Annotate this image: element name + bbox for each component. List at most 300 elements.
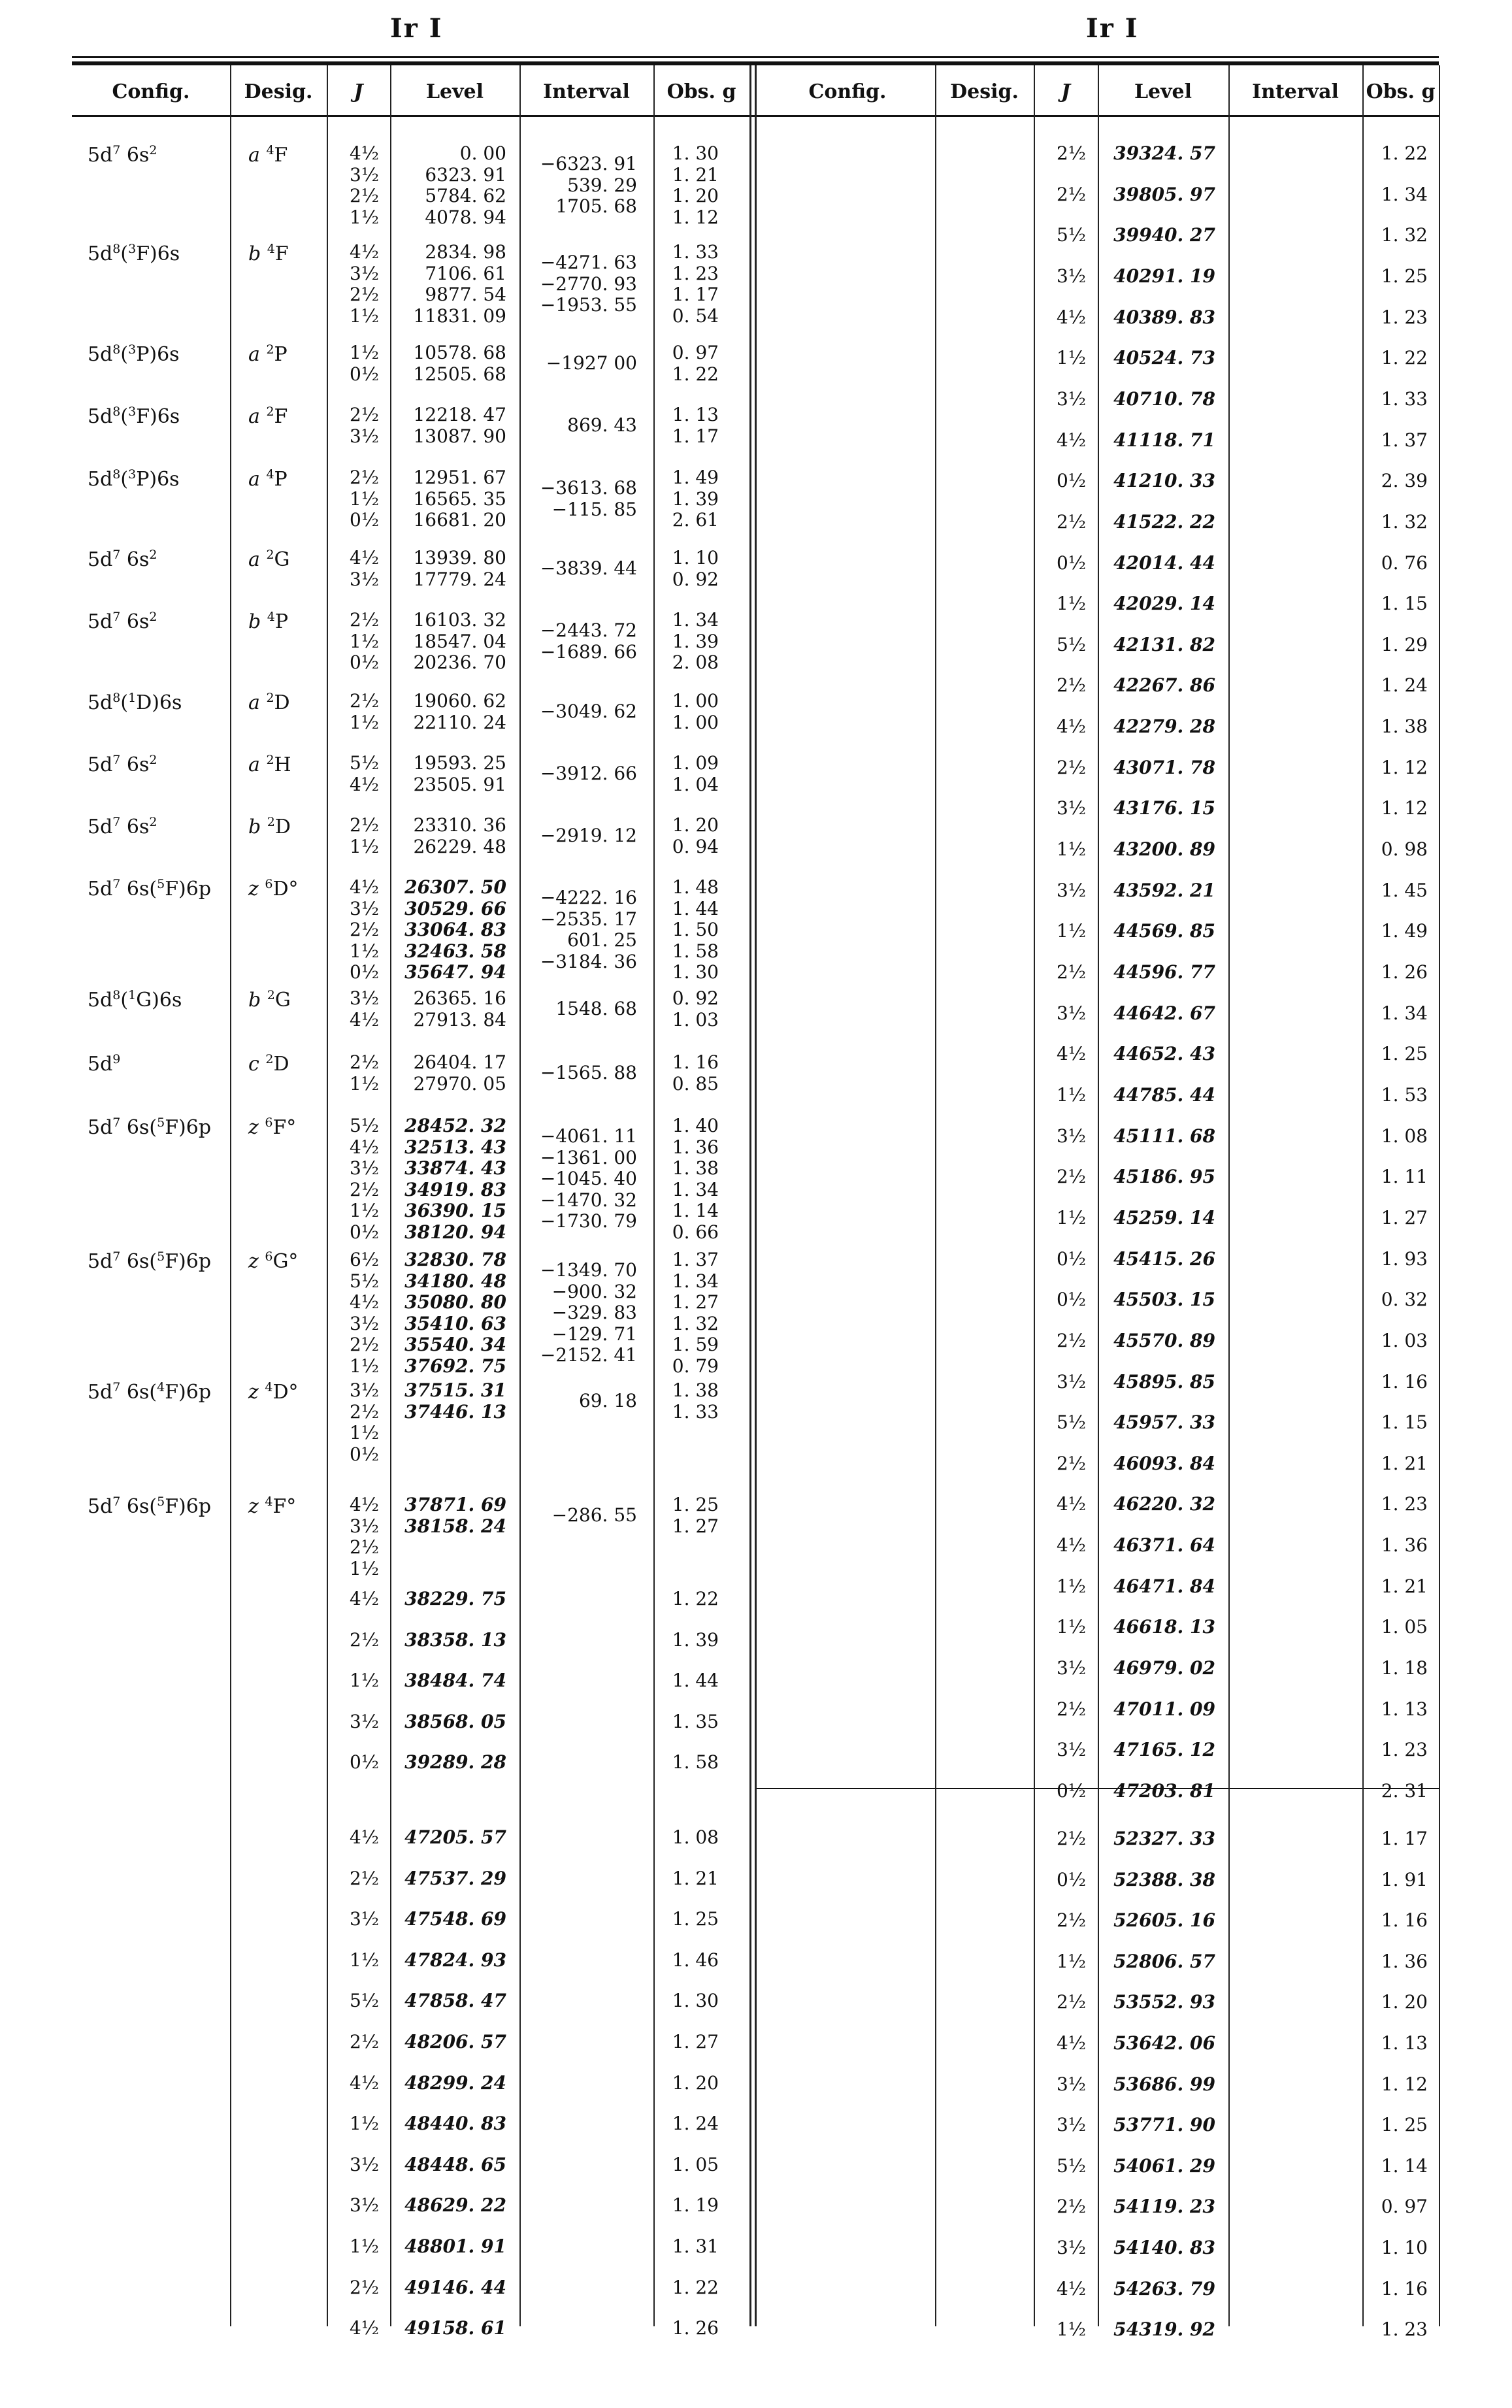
configuration: $5d^7$ $6s^2$ [88, 143, 157, 167]
level-value: 33064. 83 [404, 919, 506, 940]
j-value: 1½ [1057, 593, 1086, 615]
level-value: 48629. 22 [404, 2194, 506, 2217]
j-value: 4½ [350, 1826, 379, 1848]
obs-g-value: 1. 33 [672, 1400, 719, 1423]
interval-value: −1953. 55 [540, 294, 637, 316]
level-value: 26307. 50 [404, 876, 506, 898]
configuration: $5d^7$ 6s($^5$F)6p [88, 1249, 212, 1273]
level-value: 45895. 85 [1113, 1370, 1215, 1393]
j-value: 4½ [350, 1136, 379, 1158]
level-value: 45570. 89 [1113, 1329, 1215, 1351]
j-value: 4½ [350, 2317, 379, 2339]
configuration: $5d^7$ $6s^2$ [88, 548, 157, 571]
designation: b $^2$D [248, 815, 291, 838]
obs-g-value: 1. 25 [1381, 1043, 1428, 1065]
level-value: 44596. 77 [1113, 961, 1215, 983]
j-value: 5½ [1057, 224, 1086, 246]
j-value: 5½ [350, 1990, 379, 2012]
level-value: 44642. 67 [1113, 1002, 1215, 1024]
designation: a $^2$P [248, 342, 288, 366]
level-value: 41210. 33 [1113, 470, 1215, 492]
j-value: 3½ [350, 568, 379, 590]
interval-value: 869. 43 [567, 414, 637, 437]
obs-g-value: 1. 39 [672, 630, 719, 652]
superscript: 2 [149, 815, 157, 829]
j-value: 4½ [350, 773, 379, 795]
obs-g-value: 0. 54 [672, 305, 719, 327]
j-value: 3½ [350, 1157, 379, 1179]
j-value: 4½ [1057, 716, 1086, 738]
designation: b $^4$P [248, 610, 289, 633]
obs-g-value: 1. 49 [672, 467, 719, 488]
j-value: 4½ [1057, 306, 1086, 328]
interval-value: −286. 55 [551, 1504, 637, 1526]
j-value: 3½ [350, 262, 379, 284]
obs-g-value: 0. 79 [672, 1355, 719, 1377]
desig-header: Desig. [950, 80, 1019, 103]
column-divider [935, 65, 936, 2326]
level-value: 20236. 70 [413, 651, 506, 673]
interval-value: −3839. 44 [540, 557, 637, 580]
superscript: 5 [157, 1249, 165, 1264]
obs-g-value: 1. 32 [1381, 224, 1428, 246]
j-value: 2½ [350, 1051, 379, 1073]
obs-g-value: 1. 27 [1381, 1206, 1428, 1229]
obs-g-value: 1. 49 [1381, 920, 1428, 942]
j-value: 2½ [1057, 1698, 1086, 1720]
level-value: 45503. 15 [1113, 1289, 1215, 1311]
obs-g-value: 1. 26 [1381, 961, 1428, 983]
j-value: 3½ [350, 2153, 379, 2175]
configuration: $5d^8(^3P)6s$ [88, 342, 180, 366]
level-value: 44652. 43 [1113, 1043, 1215, 1065]
j-value: 4½ [1057, 1493, 1086, 1515]
superscript: 7 [112, 1249, 121, 1264]
obs-g-value: 2. 31 [1381, 1780, 1428, 1802]
level-value: 23310. 36 [413, 814, 506, 836]
j-value: 4½ [1057, 2277, 1086, 2300]
level-value: 17779. 24 [413, 568, 506, 590]
j-value: 4½ [350, 876, 379, 898]
interval-value: −4222. 16 [540, 887, 637, 909]
obs-g-value: 1. 19 [672, 2194, 719, 2217]
j-value: 1½ [350, 1949, 379, 1971]
superscript: 5 [157, 1115, 165, 1130]
obs-g-value: 1. 03 [672, 1008, 719, 1031]
obs-g-value: 1. 05 [1381, 1616, 1428, 1638]
obs-g-value: 1. 17 [672, 425, 719, 447]
obs-g-value: 1. 48 [672, 876, 719, 898]
obs-g-value: 1. 30 [672, 1990, 719, 2012]
level-value: 7106. 61 [425, 262, 506, 284]
obs-g-value: 1. 39 [672, 1629, 719, 1651]
j-value: 2½ [1057, 1452, 1086, 1474]
designation: a $^2$G [248, 548, 290, 571]
j-value: 1½ [350, 711, 379, 733]
interval-value: −1349. 70 [540, 1259, 637, 1281]
obs-g-value: 0. 32 [1381, 1289, 1428, 1311]
obs-g-value: 1. 25 [672, 1494, 719, 1515]
level-value: 40524. 73 [1113, 347, 1215, 369]
level-value: 35647. 94 [404, 961, 506, 983]
level-value: 52388. 38 [1113, 1868, 1215, 1890]
superscript: 1 [128, 691, 137, 705]
level-value: 28452. 32 [404, 1115, 506, 1136]
j-value: 0½ [1057, 1868, 1086, 1890]
superscript: 8 [112, 691, 121, 705]
designation: z $^4$F° [248, 1494, 297, 1518]
obs-g-value: 1. 36 [672, 1136, 719, 1158]
superscript: 1 [128, 988, 137, 1002]
level-value: 12951. 67 [413, 467, 506, 488]
interval-value: −129. 71 [551, 1323, 637, 1345]
j-value: 1½ [1057, 838, 1086, 861]
level-value: 42014. 44 [1113, 552, 1215, 574]
j-value: 0½ [350, 363, 379, 385]
designation: b $^2$G [248, 988, 291, 1012]
level-value: 39324. 57 [1113, 142, 1215, 164]
j-value: 2½ [350, 1400, 379, 1423]
obs-g-value: 1. 23 [672, 262, 719, 284]
j-value: 1½ [350, 1422, 379, 1443]
configuration: $5d^7$ 6s($^5$F)6p [88, 1115, 212, 1139]
level-value: 53552. 93 [1113, 1991, 1215, 2013]
j-value: 0½ [1057, 1780, 1086, 1802]
interval-value: −1730. 79 [540, 1210, 637, 1232]
right-table-title: Ir I [1086, 13, 1139, 44]
j-value: 5½ [1057, 1411, 1086, 1434]
level-value: 37446. 13 [404, 1400, 506, 1423]
level-value: 48440. 83 [404, 2113, 506, 2135]
level-value: 35410. 63 [404, 1312, 506, 1334]
obs-g-value: 1. 04 [672, 773, 719, 795]
j-value: 4½ [350, 1008, 379, 1031]
designation: a $^2$F [248, 404, 288, 428]
level-value: 46093. 84 [1113, 1452, 1215, 1474]
j-value: 0½ [350, 1221, 379, 1243]
level-value: 38484. 74 [404, 1670, 506, 1691]
level-value: 2834. 98 [425, 241, 506, 263]
j-value: 0½ [1057, 1289, 1086, 1311]
interval-value: −4061. 11 [540, 1125, 637, 1147]
j-value: 2½ [1057, 510, 1086, 533]
level-value: 27913. 84 [413, 1008, 506, 1031]
level-value: 47548. 69 [404, 1908, 506, 1930]
j-value: 1½ [350, 1670, 379, 1691]
designation: a $^4$P [248, 467, 288, 491]
j-header: J [1060, 80, 1071, 103]
obs-g-value: 1. 32 [672, 1312, 719, 1334]
superscript: 2 [149, 610, 157, 624]
interval-value: −1470. 32 [540, 1189, 637, 1211]
obs-g-value: 1. 39 [672, 487, 719, 510]
interval-value: −329. 83 [551, 1302, 637, 1324]
level-value: 13087. 90 [413, 425, 506, 447]
level-value: 54140. 83 [1113, 2237, 1215, 2258]
interval-value: −115. 85 [551, 498, 637, 520]
top-rule [72, 56, 1439, 58]
obs-g-value: 1. 22 [1381, 142, 1428, 164]
column-divider [1439, 65, 1440, 2326]
j-value: 5½ [1057, 2154, 1086, 2177]
designation: z $^6$G° [248, 1249, 299, 1273]
j-value: 2½ [350, 609, 379, 631]
level-value: 44785. 44 [1113, 1083, 1215, 1106]
superscript: 7 [112, 815, 121, 829]
level-value: 6323. 91 [425, 163, 506, 186]
level-value: 33874. 43 [404, 1157, 506, 1179]
j-value: 2½ [350, 919, 379, 940]
level-value: 46979. 02 [1113, 1657, 1215, 1679]
j-value: 4½ [1057, 1534, 1086, 1557]
superscript: 9 [112, 1052, 121, 1066]
configuration: $5d^7$ 6s($^5$F)6p [88, 877, 212, 900]
level-value: 43592. 21 [1113, 879, 1215, 901]
configuration: $5d^8(^3F)6s$ [88, 404, 180, 428]
obs-g-value: 1. 33 [1381, 388, 1428, 410]
j-value: 1½ [1057, 1206, 1086, 1229]
obs-g-value: 0. 92 [672, 987, 719, 1009]
configuration: $5d^8(^3F)6s$ [88, 242, 180, 265]
obs-g-value: 2. 08 [672, 651, 719, 673]
superscript: 5 [157, 1494, 165, 1509]
obs-g-value: 0. 76 [1381, 552, 1428, 574]
obs-g-value: 2. 39 [1381, 470, 1428, 492]
level-value: 45957. 33 [1113, 1411, 1215, 1434]
level-value: 34919. 83 [404, 1178, 506, 1200]
level-value: 46371. 64 [1113, 1534, 1215, 1557]
level-value: 53686. 99 [1113, 2073, 1215, 2095]
obs-g-value: 2. 61 [672, 509, 719, 531]
obs-g-value: 1. 27 [672, 1291, 719, 1313]
obs-g-value: 1. 21 [672, 163, 719, 186]
interval-value: −3613. 68 [540, 477, 637, 499]
obs-g-value: 1. 38 [672, 1379, 719, 1401]
obs-g-value: 1. 25 [1381, 265, 1428, 287]
level-value: 53642. 06 [1113, 2032, 1215, 2054]
level-value: 10578. 68 [413, 342, 506, 363]
obs-g-value: 1. 59 [672, 1334, 719, 1355]
obs-g-value: 1. 30 [672, 961, 719, 983]
level-value: 32513. 43 [404, 1136, 506, 1158]
level-value: 32830. 78 [404, 1249, 506, 1270]
obs-g-value: 1. 00 [672, 711, 719, 733]
level-value: 39805. 97 [1113, 183, 1215, 205]
level-value: 42131. 82 [1113, 633, 1215, 655]
j-value: 4½ [350, 1291, 379, 1313]
interval-value: −1565. 88 [540, 1062, 637, 1084]
j-value: 2½ [350, 1334, 379, 1355]
obs-g-value: 1. 34 [672, 1270, 719, 1292]
level-value: 26404. 17 [413, 1051, 506, 1073]
j-value: 2½ [350, 814, 379, 836]
obs-g-value: 1. 12 [1381, 2073, 1428, 2095]
obs-g-value: 0. 92 [672, 568, 719, 590]
level-value: 39289. 28 [404, 1751, 506, 1773]
j-value: 2½ [350, 1536, 379, 1558]
designation: a $^2$D [248, 691, 290, 714]
superscript: 7 [112, 1494, 121, 1509]
obs-g-value: 1. 23 [1381, 2318, 1428, 2341]
j-value: 2½ [350, 404, 379, 425]
obs-g-value: 1. 20 [672, 814, 719, 836]
obs-g-value: 1. 10 [672, 547, 719, 569]
j-value: 3½ [1057, 265, 1086, 287]
obs-g-header: Obs. g [1366, 80, 1436, 103]
column-divider [755, 65, 757, 2326]
obs-g-value: 1. 29 [1381, 633, 1428, 655]
configuration: $5d^8(^1G)6s$ [88, 988, 182, 1012]
j-value: 1½ [350, 1200, 379, 1221]
obs-g-value: 1. 13 [1381, 1698, 1428, 1720]
configuration: $5d^9$ [88, 1052, 121, 1076]
j-value: 3½ [350, 2194, 379, 2217]
j-value: 1½ [350, 1072, 379, 1095]
level-value: 43071. 78 [1113, 756, 1215, 778]
j-value: 2½ [1057, 1166, 1086, 1188]
level-value: 49146. 44 [404, 2276, 506, 2298]
level-value: 54061. 29 [1113, 2154, 1215, 2177]
obs-g-value: 1. 58 [672, 1751, 719, 1773]
j-value: 5½ [350, 752, 379, 774]
obs-g-value: 1. 05 [672, 2153, 719, 2175]
level-value: 12218. 47 [413, 404, 506, 425]
obs-g-value: 1. 34 [1381, 1002, 1428, 1024]
obs-g-value: 1. 21 [1381, 1452, 1428, 1474]
designation: a $^4$F [248, 143, 288, 167]
j-value: 5½ [1057, 633, 1086, 655]
level-value: 32463. 58 [404, 940, 506, 962]
superscript: 7 [112, 1380, 121, 1394]
superscript: 7 [112, 548, 121, 562]
level-value: 52605. 16 [1113, 1909, 1215, 1932]
j-value: 4½ [1057, 2032, 1086, 2054]
level-value: 45186. 95 [1113, 1166, 1215, 1188]
level-value: 13939. 80 [413, 547, 506, 569]
obs-g-value: 1. 33 [672, 241, 719, 263]
obs-g-value: 1. 23 [1381, 1493, 1428, 1515]
j-value: 1½ [350, 2235, 379, 2257]
level-value: 52327. 33 [1113, 1828, 1215, 1849]
obs-g-value: 1. 30 [672, 142, 719, 164]
j-value: 0½ [1057, 1247, 1086, 1270]
level-value: 48299. 24 [404, 2071, 506, 2094]
interval-value: −1361. 00 [540, 1146, 637, 1168]
j-value: 0½ [350, 509, 379, 531]
interval-value: 601. 25 [567, 929, 637, 951]
j-value: 0½ [350, 1443, 379, 1465]
level-value: 4078. 94 [425, 206, 506, 228]
obs-g-value: 1. 12 [1381, 797, 1428, 819]
obs-g-value: 1. 18 [1381, 1657, 1428, 1679]
j-value: 3½ [1057, 1125, 1086, 1147]
j-value: 1½ [1057, 2318, 1086, 2341]
j-value: 0½ [1057, 470, 1086, 492]
j-value: 3½ [350, 987, 379, 1009]
interval-value: −4271. 63 [540, 252, 637, 274]
j-value: 2½ [1057, 2196, 1086, 2218]
obs-g-value: 1. 08 [1381, 1125, 1428, 1147]
obs-g-value: 1. 37 [672, 1249, 719, 1270]
interval-value: −2152. 41 [540, 1344, 637, 1366]
j-value: 1½ [1057, 1616, 1086, 1638]
j-value: 2½ [350, 467, 379, 488]
obs-g-value: 1. 24 [1381, 674, 1428, 697]
level-value: 42279. 28 [1113, 716, 1215, 738]
obs-g-value: 1. 13 [672, 404, 719, 425]
obs-g-value: 1. 03 [1381, 1329, 1428, 1351]
j-value: 2½ [1057, 674, 1086, 697]
level-value: 47537. 29 [404, 1867, 506, 1889]
obs-g-value: 1. 58 [672, 940, 719, 962]
config-header: Config. [808, 80, 887, 103]
superscript: 3 [128, 404, 137, 419]
interval-header: Interval [1252, 80, 1339, 103]
configuration: $5d^7$ 6s($^4$F)6p [88, 1380, 212, 1404]
j-value: 3½ [350, 1515, 379, 1537]
obs-g-value: 0. 94 [672, 835, 719, 857]
j-value: 3½ [350, 1379, 379, 1401]
obs-g-value: 1. 09 [672, 752, 719, 774]
desig-header: Desig. [244, 80, 313, 103]
right-section-rule [755, 1788, 1439, 1789]
level-value: 43200. 89 [1113, 838, 1215, 861]
level-value: 48801. 91 [404, 2235, 506, 2257]
superscript: 3 [128, 242, 137, 256]
j-value: 4½ [350, 2071, 379, 2094]
level-value: 38120. 94 [404, 1221, 506, 1243]
superscript: 3 [128, 467, 137, 482]
obs-g-value: 0. 66 [672, 1221, 719, 1243]
j-value: 3½ [350, 1908, 379, 1930]
superscript: 7 [112, 877, 121, 891]
j-value: 1½ [350, 342, 379, 363]
obs-g-value: 1. 22 [1381, 347, 1428, 369]
obs-g-value: 1. 45 [1381, 879, 1428, 901]
j-value: 3½ [1057, 388, 1086, 410]
level-value: 16565. 35 [413, 487, 506, 510]
interval-value: −2443. 72 [540, 619, 637, 642]
j-value: 3½ [1057, 1739, 1086, 1761]
level-value: 18547. 04 [413, 630, 506, 652]
j-value: 3½ [350, 1312, 379, 1334]
obs-g-value: 1. 12 [672, 206, 719, 228]
level-value: 12505. 68 [413, 363, 506, 385]
obs-g-value: 1. 20 [672, 2071, 719, 2094]
obs-g-value: 1. 34 [1381, 183, 1428, 205]
superscript: 2 [149, 143, 157, 157]
superscript: 3 [128, 342, 137, 357]
j-value: 4½ [1057, 1043, 1086, 1065]
level-value: 47165. 12 [1113, 1739, 1215, 1761]
obs-g-value: 1. 15 [1381, 1411, 1428, 1434]
level-value: 27970. 05 [413, 1072, 506, 1095]
level-value: 42029. 14 [1113, 593, 1215, 615]
level-value: 45259. 14 [1113, 1206, 1215, 1229]
obs-g-value: 1. 26 [672, 2317, 719, 2339]
j-value: 0½ [1057, 552, 1086, 574]
level-value: 41118. 71 [1113, 429, 1215, 451]
column-divider [230, 65, 231, 2326]
obs-g-value: 1. 10 [1381, 2237, 1428, 2258]
level-value: 54119. 23 [1113, 2196, 1215, 2218]
j-value: 2½ [350, 284, 379, 305]
obs-g-value: 1. 22 [672, 363, 719, 385]
j-value: 1½ [1057, 1950, 1086, 1972]
interval-value: 69. 18 [578, 1390, 637, 1412]
obs-g-value: 1. 93 [1381, 1247, 1428, 1270]
j-value: 3½ [1057, 2114, 1086, 2136]
